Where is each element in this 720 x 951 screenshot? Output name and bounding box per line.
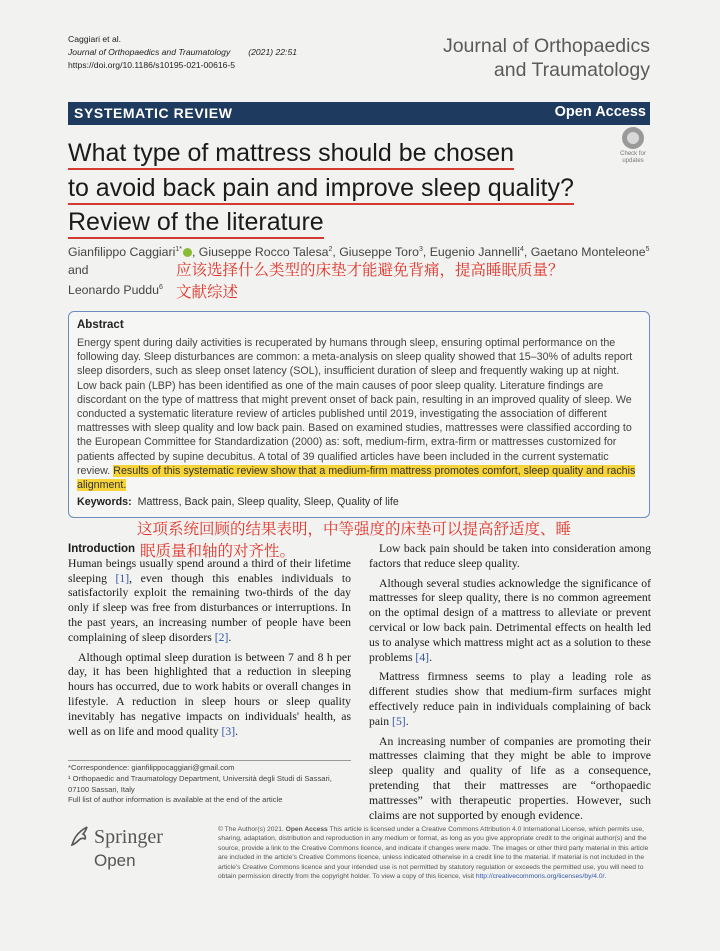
citation-link[interactable]: [5] (392, 714, 406, 728)
title-translation-annotation: 文献综述 (176, 283, 239, 301)
springer-horse-icon (68, 825, 90, 849)
orcid-icon[interactable] (183, 248, 192, 257)
body-column-left: Introduction Human beings usually spend around a third of their lifetime sleeping [1], even though this enables individuals to satisfactorily exploit the remaining two-thirds of the day only if sleep was free from disturbances or interruptions. In the past years, an increasing number of people have been complaining of sleep disorders [2]. Although optimal sleep duration is between 7 and 8 h per day, it has been highlighted that a reduction in sleeping hours has occurred, due to work habits or overall changes in lifestyle. A reduction in sleep hours or sleep quality inevitably has negative impacts on individuals' health, as well as on life and mood quality [3]. (68, 543, 352, 738)
doi-link[interactable]: https://doi.org/10.1186/s10195-021-00616-5 (68, 59, 236, 70)
body-column-right: Low back pain should be taken into consideration among factors that reduce sleep quality. Although several studies acknowledge the significance of mattresses for sleep quality, there is no common agreement on the optimal design of a mattress to alleviate or prevent cervical or low back pain. Detrimental effects on health led us to analyse which mattress might act as a solution to these problems [4]. Mattress firmness seems to play a leading role as different studies show that medium-firm surfaces might effectively reduce pain in individuals complaining of back pain [5]. An increasing number of companies are promoting their mattresses claiming that they might be able to improve sleep quality and quality of life as a consequence, pretending that their mattresses are “orthopaedic mattresses” with therapeutic properties. However, such claims are not supported by enough evidence. (369, 542, 651, 822)
abstract-box (68, 311, 650, 518)
citation-link[interactable]: [1] (115, 571, 130, 585)
citation-link[interactable]: [4] (415, 650, 430, 664)
title-line: to avoid back pain and improve sleep quality? (68, 174, 574, 205)
citation-link[interactable]: [3] (221, 724, 236, 738)
title-line: What type of mattress should be chosen (68, 139, 514, 170)
check-for-updates-badge[interactable]: Check for updates (616, 127, 650, 163)
result-translation-annotation: 眠质量和轴的对齐性。 (140, 542, 296, 560)
author-short: Caggiari et al. (68, 34, 122, 44)
introduction-heading: Introduction (68, 543, 136, 555)
journal-name-italic: Journal of Orthopaedics and Traumatology (68, 46, 231, 57)
title-line: Review of the literature (68, 208, 324, 239)
volume-info: (2021) 22:51 (248, 46, 297, 57)
license-link[interactable]: http://creativecommons.org/licenses/by/4.0/ (475, 873, 605, 881)
abstract-body: Energy spent during daily activities is recuperated by humans through sleep, ensuring optimal performance on the following day. Sleep disturbances are common: a meta-analysis on sleep quality showed that 15–30% of adults report sleep disorders, such as sleep onset latency (SOL), insufficient duration of sleep and frequently waking up at night. Low back pain (LBP) has been identified as one of the main causes of poor sleep quality. Literature findings are discordant on the type of mattress that might prevent onset of back pain, resulting in an improved quality of sleep. We conducted a systematic literature review of articles published until 2019, investigating the association of different mattresses with sleep quality and low back pain. Based on examined studies, mattresses were classified according to the European Committee for Standardization (2000) as: soft, medium-firm, extra-firm or mattresses customized for patients affected by supine decubitus. A total of 39 qualified articles have been included in the current systematic review. Results of this systematic review show that a medium-firm mattress promotes comfort, sleep quality and rachis alignment. (77, 337, 636, 492)
journal-title: Journal of Orthopaedics and Traumatology (442, 35, 650, 81)
citation-link[interactable]: [2] (214, 630, 229, 644)
article-type: SYSTEMATIC REVIEW (74, 105, 233, 121)
article-meta (68, 33, 297, 71)
open-access-label: Open Access (554, 104, 646, 120)
affiliation: ¹ Orthopaedic and Traumatology Department, Università degli Studi di Sassari, 07100 Sassari, Italy (68, 773, 332, 794)
footnote-divider (68, 760, 351, 761)
article-type-banner (68, 102, 650, 125)
springer-open-logo: Springer Open (68, 823, 208, 853)
highlighted-result: Results of this systematic review show that a medium-firm mattress promotes comfort, sleep quality and rachis alignment. (77, 464, 636, 492)
footnotes (68, 760, 351, 806)
license-notice: © The Author(s) 2021. Open Access This article is licensed under a Creative Commons Attribution 4.0 International License, which permits use, sharing, adaptation, distribution and reproduction in any medium or format, as long as you give appropriate credit to the original author(s) and the source, provide a link to the Creative Commons licence, and indicate if changes were made. The images or other third party material in this article are included in the article's Creative Commons licence, unless indicated otherwise in a credit line to the material. If material is not included in the article's Creative Commons licence and your intended use is not permitted by statutory regulation or exceeds the permitted use, you will need to obtain permission directly from the copyright holder. To view a copy of this licence, visit http://creativecommons.org/licenses/by/4.0/. (218, 826, 649, 881)
keywords: Keywords: Mattress, Back pain, Sleep quality, Sleep, Quality of life (77, 496, 399, 509)
correspondence: *Correspondence: gianfilippocaggiari@gmail.com (68, 763, 235, 772)
article-title (68, 138, 628, 242)
title-translation-annotation: 应该选择什么类型的床垫才能避免背痛，提高睡眠质量？ (176, 261, 564, 279)
result-translation-annotation: 这项系统回顾的结果表明，中等强度的床垫可以提高舒适度、睡 (137, 520, 572, 538)
abstract-heading: Abstract (77, 319, 124, 331)
author-info-note: Full list of author information is available at the end of the article (68, 795, 283, 805)
author-list: Gianfilippo Caggiari$^{1*}$ , Giuseppe Rocco Talesa$^2$, Giuseppe Toro$^3$, Eugenio Jannelli$^4$, Gaetano Monteleone$^5$ and Leonardo Puddu$^6$ (68, 245, 650, 298)
